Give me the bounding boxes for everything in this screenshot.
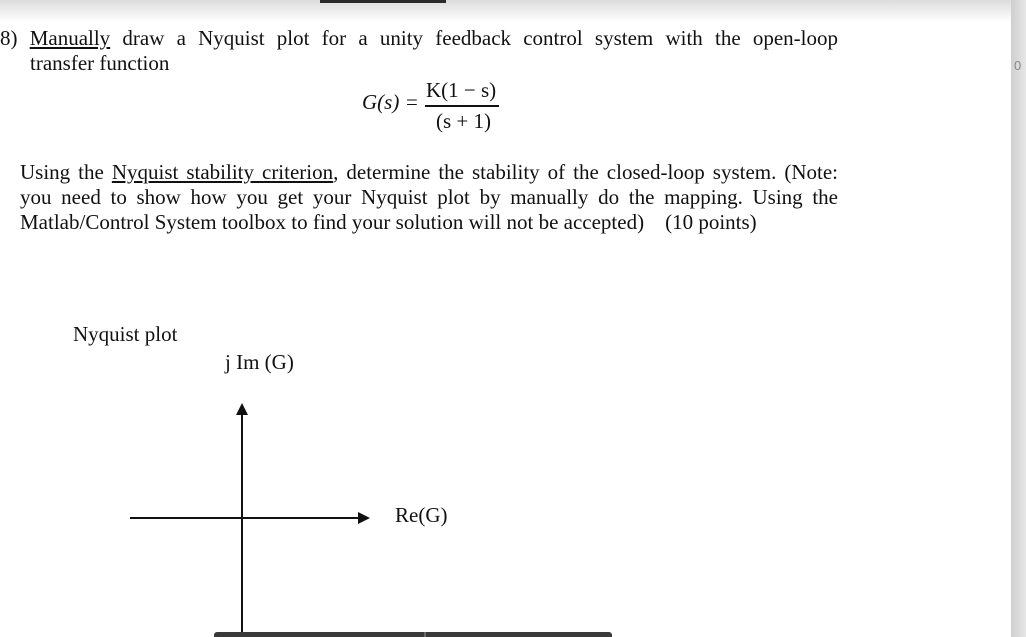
question-line-1-text: draw a Nyquist plot for a unity feedback control system with the open-loop: [122, 26, 838, 50]
x-axis-label: Re(G): [395, 503, 448, 527]
points-label: (10 points): [665, 210, 757, 234]
question-line-2: transfer function: [30, 51, 170, 75]
question-number: 8): [0, 26, 18, 50]
equation-numerator: K(1 − s): [426, 78, 497, 102]
vertical-axis-arrowhead: [236, 403, 248, 415]
body-line-2: you need to show how you get your Nyquist plot by manually do the mapping. Using the: [20, 185, 838, 209]
y-axis-label: j Im (G): [225, 350, 294, 374]
bottom-toolbar-divider: [424, 632, 426, 637]
equation-denominator: (s + 1): [436, 109, 492, 133]
nyquist-plot-label: Nyquist plot: [73, 322, 178, 346]
body-line-3-text: Matlab/Control System toolbox to find your solution will not be accepted): [20, 210, 645, 234]
body-line-1-rest: , determine the stability of the closed-loop system. (Note:: [333, 160, 839, 184]
horizontal-axis-arrowhead: [358, 512, 370, 524]
side-tab-label: 0: [1014, 58, 1022, 73]
body-line-1-prefix: Using the: [20, 160, 104, 184]
body-underlined-criterion: Nyquist stability criterion: [111, 160, 334, 184]
question-underlined-word: Manually: [29, 26, 111, 50]
equation-lhs: G(s) =: [362, 90, 419, 114]
bottom-toolbar[interactable]: [214, 632, 612, 637]
